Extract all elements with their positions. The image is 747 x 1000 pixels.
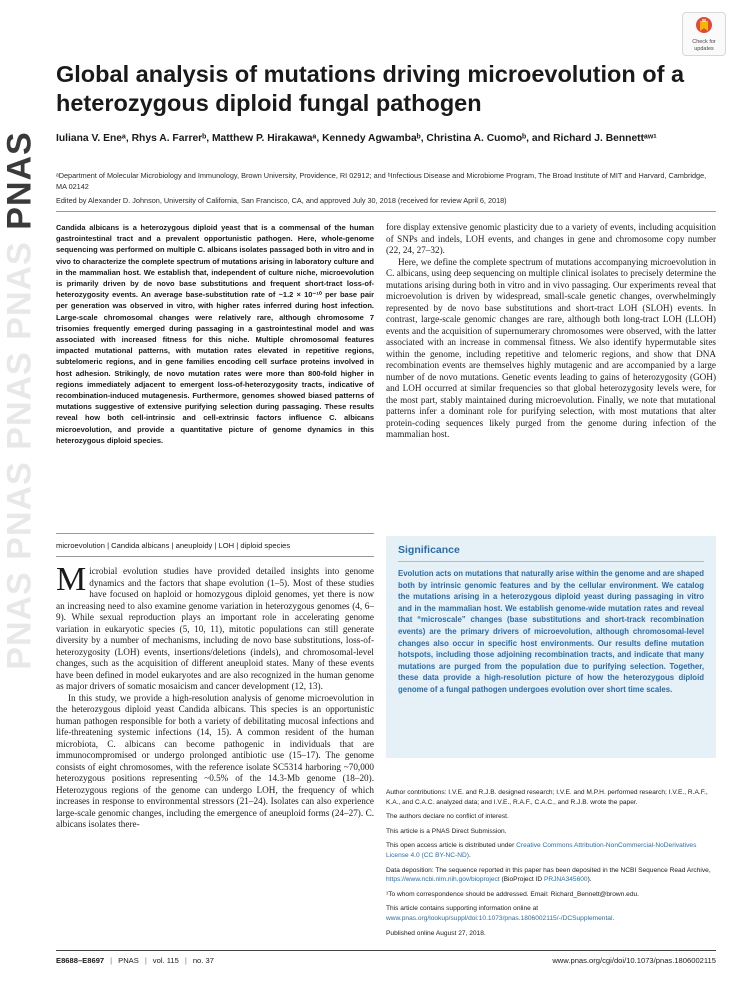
footer-citation: E8688–E8697 | PNAS | vol. 115 | no. 37 xyxy=(56,956,214,965)
pnas-watermark-word: PNAS xyxy=(0,350,39,450)
affiliations: ᵃDepartment of Molecular Microbiology and Immunology, Brown University, Providence, RI 02912; and ᵇInfectious Disease and Microbiome Program, The Broad Institute of MIT and Harvard, Cambridge, MA 02142 xyxy=(56,171,707,191)
pnas-watermark-word: PNAS xyxy=(0,130,39,230)
article-notes xyxy=(386,788,716,943)
intro-paragraph-1: Microbial evolution studies have provided detailed insights into genome dynamics and the factors that shape evolution (1–5). Most of these studies have focused on haploid or homozygous diploid genomes, yet there is now an increasing need to also examine genome variation in heterozygous genomes (4, 6–9). While sexual reproduction plays an important role in accelerating genome variation in eukaryotic species (5, 10, 11), mitotic populations can still generate diversity by a number of mechanisms, including de novo base substitutions, loss-of-heterozygosity (LOH) events, insertions/deletions (indels), and chromosomal-level changes, such as the acquisition of different aneuploid states. Many of these events have been defined in model eukaryotes and are also recognized in the human genome as major drivers of somatic mosaicism and cancer development (12, 13). xyxy=(56,561,374,691)
footer-volume: vol. 115 xyxy=(152,956,179,965)
pnas-watermark-word: PNAS xyxy=(0,240,39,340)
significance-heading: Significance xyxy=(398,544,704,562)
footer-divider xyxy=(56,950,716,951)
edited-by: Edited by Alexander D. Johnson, University of California, San Francisco, CA, and approved July 30, 2018 (received for review April 6, 2018) xyxy=(56,196,507,205)
significance-text: Evolution acts on mutations that naturally arise within the genome and are shaped both by intrinsic genomic features and by the cellular environment. We catalog the mutations arising in a heterozygous diploid yeast during passaging in vitro and in the mammalian host. We establish genome-wide mutation rates and reveal that “microscale” changes (base substitutions and short-track recombination events) are the primary drivers of microevolution, although chromosomal-level changes also occur in specific host environments. Our results define mutation hotspots, including those adjoining recombination tracts, and indicate that many mutations are purged from the population due to purifying selection. Together, these data provide a high-resolution picture of how the heterozygous diploid genome of a fungal pathogen undergoes evolution over short time scales. xyxy=(398,569,704,694)
significance-box xyxy=(386,536,716,758)
supplemental-link[interactable]: www.pnas.org/lookup/suppl/doi:10.1073/pnas.1806002115/-/DCSupplemental xyxy=(386,914,613,922)
intro-paragraph-3: fore display extensive genomic plasticity due to a variety of events, including acquisition of SNPs and indels, LOH events, and changes in gene and chromosome copy number (22, 24, 27–32). xyxy=(386,222,716,255)
bioproject-id-link[interactable]: PRJNA345600 xyxy=(543,876,588,884)
pnas-watermark-word: PNAS xyxy=(0,460,39,560)
drop-cap: M xyxy=(56,561,87,598)
published-date: Published online August 27, 2018. xyxy=(386,929,486,937)
footer-pages: E8688–E8697 xyxy=(56,956,105,965)
check-for-updates-badge[interactable] xyxy=(682,12,726,56)
body-right-column xyxy=(386,222,716,441)
author-contributions: Author contributions: I.V.E. and R.J.B. designed research; I.V.E. and M.P.H. performed research; I.V.E., R.A.F., K.A., and C.A.C. analyzed data; and I.V.E., R.A.F., C.A.C., and R.J.B. wrote the paper. xyxy=(386,789,708,806)
body-left-column xyxy=(56,561,374,831)
footer-journal: PNAS xyxy=(118,956,139,965)
keywords-divider-bottom xyxy=(56,556,374,557)
author-list: Iuliana V. Eneᵃ, Rhys A. Farrerᵇ, Matthew P. Hirakawaᵃ, Kennedy Agwambaᵇ, Christina A. Cuomoᵇ, and Richard J. Bennettᵃʷ¹ xyxy=(56,133,657,144)
keywords: microevolution | Candida albicans | aneuploidy | LOH | diploid species xyxy=(56,541,291,550)
data-deposition-note: Data deposition: The sequence reported in this paper has been deposited in the NCBI Sequence Read Archive, https://www.ncbi.nlm.nih.gov/bioproject (BioProject ID PRJNA345600). xyxy=(386,866,711,884)
abstract: Candida albicans is a heterozygous diploid yeast that is a commensal of the human gastrointestinal tract and a prevalent opportunistic pathogen. Here, whole-genome sequencing was performed on multiple C. albicans isolates passaged both in vitro and in vivo to characterize the complete spectrum of mutations arising in laboratory culture and in the mammalian host. We establish that, independent of culture niche, microevolution is primarily driven by de novo base substitutions and frequent short-tract loss-of-heterozygosity events. An average base-substitution rate of ~1.2 × 10⁻¹⁰ per base pair per generation was observed in vitro, with higher rates inferred during host infection. Large-scale chromosomal changes were relatively rare, although chromosome 7 trisomies frequently emerged during passaging in a gastrointestinal model and was associated with increased fitness for this niche. Multiple chromosomal features impacted mutational patterns, with mutation rates elevated in repetitive regions, subtelomeric regions, and in gene families encoding cell surface proteins involved in host adhesion. Strikingly, de novo mutation rates were more than 800-fold higher in regions immediately adjacent to emergent loss-of-heterozygosity tracts, indicative of recombination-induced mutagenesis. Furthermore, genomes showed biased patterns of mutations suggestive of extensive purifying selection during passaging. These results reveal how both cell-intrinsic and cell-extrinsic factors influence C. albicans microevolution, and provide a quantitative picture of genome dynamics in this heterozygous diploid species. xyxy=(56,223,374,445)
page-footer xyxy=(56,956,716,965)
article-title: Global analysis of mutations driving microevolution of a heterozygous diploid fungal pathogen xyxy=(56,61,685,116)
bioproject-link[interactable]: https://www.ncbi.nlm.nih.gov/bioproject xyxy=(386,876,500,884)
footer-doi[interactable]: www.pnas.org/cgi/doi/10.1073/pnas.1806002115 xyxy=(552,956,716,965)
conflict-statement: The authors declare no conflict of interest. xyxy=(386,813,509,821)
intro-paragraph-4: Here, we define the complete spectrum of mutations accompanying microevolution in C. albicans, using deep sequencing on multiple clinical isolates to precisely determine the mutations arising during both in vitro and in vivo passaging. Our experiments reveal that microevolution is driven by widespread, small-scale genetic changes, overwhelmingly represented by de novo base substitutions and short-tract LOH (SLOH) events. In contrast, large-scale genomic changes are rare, although both long-tract LOH (LLOH) events and the acquisition of supernumerary chromosomes were observed, with the latter associated with an increase in commensal fitness. We also identify hypermutable sites within the genome, including repetitive and telomeric regions, and show that DNA recombination events are themselves highly mutagenic and are accompanied by a large number of de novo mutations. Genetic events leading to gains of heterozygosity (GOH) and LOH occurred at similar frequencies so that global heterozygosity levels were, for the most part, stably maintained during microevolution. Finally, we note that mutational patterns infer a dominant role for purifying selection, with most mutations that alter protein-coding sequences likely purged from the genome during infection of the mammalian host. xyxy=(386,256,716,439)
supporting-info-note: This article contains supporting information online at www.pnas.org/lookup/suppl/doi:10.1073/pnas.1806002115/-/DCSupplemental. xyxy=(386,905,615,922)
submission-note: This article is a PNAS Direct Submission. xyxy=(386,827,507,835)
check-for-updates-label: Check for updates xyxy=(692,39,716,52)
pnas-watermark-word: PNAS xyxy=(0,570,39,670)
intro-paragraph-2: In this study, we provide a high-resolution analysis of genome microevolution in the heterozygous diploid yeast Candida albicans. This species is an opportunistic human pathogen responsible for both a variety of debilitating mucosal infections and life-threatening systemic infections (14, 15). A common resident of the human microbiota, C. albicans can become pathogenic in individuals that are immunocompromised or undergo prolonged antibiotic use (15–17). The genome consists of eight chromosomes, with the reference isolate SC5314 harboring ~70,000 heterozygous positions representing ~0.5% of the 14.3-Mb genome (18–20). Heterozygous regions of the genome can undergo LOH, the frequency of which increases in response to environmental stressors (21–24). Isolates can also experience large-scale genomic changes, including the emergence of aneuploid forms (24–27). C. albicans isolates there- xyxy=(56,692,374,829)
header-divider xyxy=(56,211,716,212)
footer-issue: no. 37 xyxy=(192,956,214,965)
license-link[interactable]: Creative Commons Attribution-NonCommercial-NoDerivatives License 4.0 (CC BY-NC-ND) xyxy=(386,842,697,859)
correspondence-note: ¹To whom correspondence should be addressed. Email: Richard_Bennett@brown.edu. xyxy=(386,890,640,898)
pnas-watermark xyxy=(0,120,40,680)
bookmark-icon xyxy=(694,16,714,38)
keywords-divider-top xyxy=(56,533,374,534)
open-access-note: This open access article is distributed under Creative Commons Attribution-NonCommercial-NoDerivatives License 4.0 (CC BY-NC-ND). xyxy=(386,842,697,859)
